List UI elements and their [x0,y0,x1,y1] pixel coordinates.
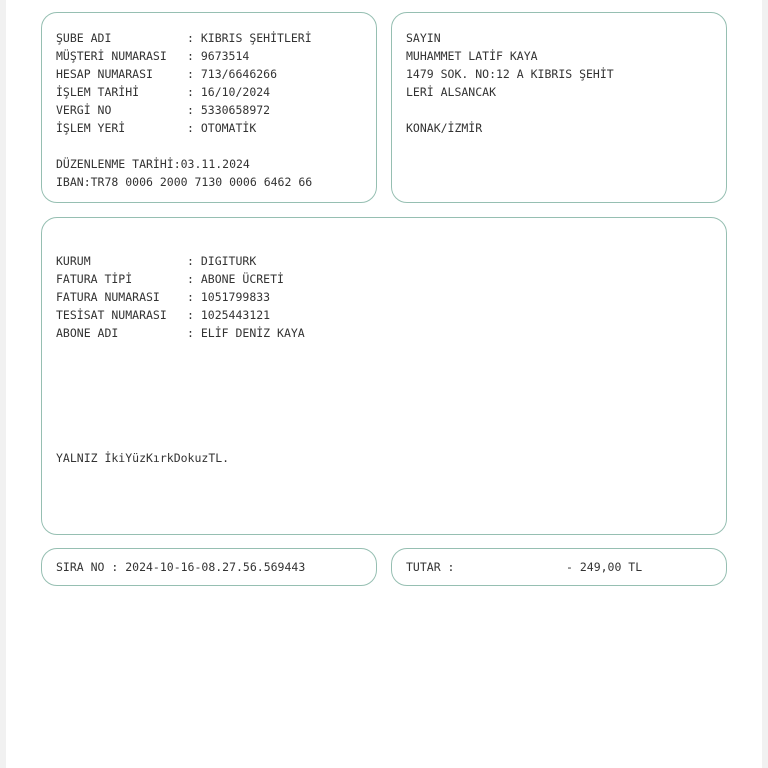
field-separator: : [187,308,201,322]
field-separator: : [187,290,201,304]
invoice-row [56,324,726,342]
invoice-row [56,270,726,288]
recipient-address-panel [391,12,727,203]
total-amount-panel [391,548,727,586]
field-value: 1051799833 [200,290,271,304]
field-label: ŞUBE ADI [56,31,112,45]
branch-info-panel [41,12,377,203]
address-city: KONAK/İZMİR [406,121,483,135]
iban: IBAN:TR78 0006 2000 7130 0006 6462 66 [56,175,313,189]
invoice-details-panel [41,217,727,535]
total-label: TUTAR : [406,560,455,574]
page-edge-right [762,0,768,768]
field-separator: : [187,254,201,268]
field-separator: : [187,326,201,340]
field-label: HESAP NUMARASI [56,67,153,81]
field-value: OTOMATİK [200,121,257,135]
spacer [56,137,376,155]
salutation: SAYIN [406,31,441,45]
recipient-name: MUHAMMET LATİF KAYA [406,49,538,63]
invoice-row [56,288,726,306]
field-label: FATURA TİPİ [56,272,133,286]
field-value: ELİF DENİZ KAYA [200,326,305,340]
field-value: ABONE ÜCRETİ [200,272,284,286]
address-line-1: 1479 SOK. NO:12 A KIBRIS ŞEHİT [406,67,614,81]
page-edge-left [0,0,6,768]
amount-in-words: YALNIZ İkiYüzKırkDokuzTL. [56,451,230,465]
branch-row [56,101,376,119]
branch-row [56,119,376,137]
address-line-2: LERİ ALSANCAK [406,85,497,99]
field-separator: : [187,67,201,81]
field-value: KIBRIS ŞEHİTLERİ [200,31,312,45]
field-value: 5330658972 [200,103,271,117]
total-value: - 249,00 TL [566,560,643,574]
field-value: 9673514 [200,49,250,63]
branch-row [56,29,376,47]
field-value: 1025443121 [200,308,271,322]
total-row [406,558,726,576]
sequence-number: SIRA NO : 2024-10-16-08.27.56.569443 [56,560,306,574]
field-label: ABONE ADI [56,326,119,340]
branch-row [56,47,376,65]
field-label: KURUM [56,254,91,268]
field-separator: : [187,85,201,99]
invoice-row [56,306,726,324]
field-value: DIGITURK [200,254,257,268]
branch-row [56,83,376,101]
field-separator: : [187,272,201,286]
issue-date: DÜZENLENME TARİHİ:03.11.2024 [56,157,250,171]
field-separator: : [187,121,201,135]
field-value: 713/6646266 [200,67,278,81]
field-label: İŞLEM YERİ [56,121,126,135]
field-separator: : [187,49,201,63]
spacer [406,101,726,119]
sequence-number-panel [41,548,377,586]
field-label: İŞLEM TARİHİ [56,85,140,99]
field-label: TESİSAT NUMARASI [56,308,167,322]
field-separator: : [187,103,201,117]
invoice-row [56,252,726,270]
field-value: 16/10/2024 [200,85,271,99]
field-separator: : [187,31,201,45]
branch-row [56,65,376,83]
field-label: FATURA NUMARASI [56,290,160,304]
field-label: MÜŞTERİ NUMARASI [56,49,167,63]
field-label: VERGİ NO [56,103,112,117]
